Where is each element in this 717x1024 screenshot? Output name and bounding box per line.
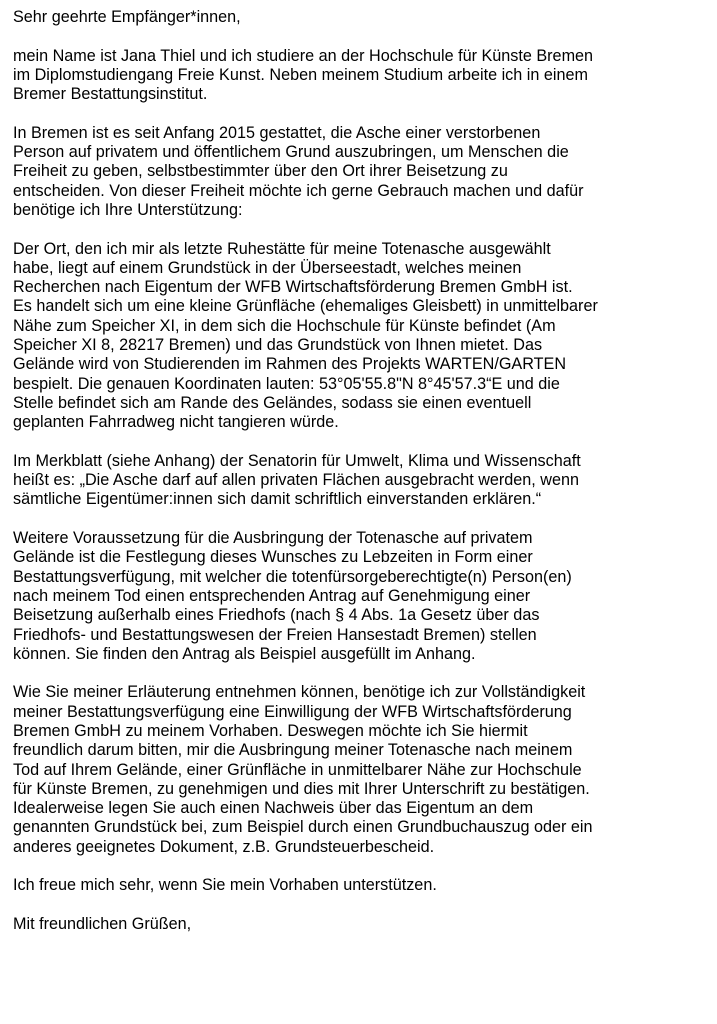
paragraph-thanks: Ich freue mich sehr, wenn Sie mein Vorhaben unterstützen. [13, 876, 437, 895]
closing: Mit freundlichen Grüßen, [13, 914, 192, 933]
paragraph-requirements: Weitere Voraussetzung für die Ausbringung der Totenasche auf privatem Gelände ist die Festlegung dieses Wunsches zu Lebzeiten in Form einer Bestattungsverfügung, mit welcher die totenfürsorgeberechtigte(n) Person(en) nach meinem Tod einen entsprechenden Antrag auf Genehmigung einer Beisetzung außerhalb eines Friedhofs (nach § 4 Abs. 1a Gesetz über das Friedhofs- und Bestattungswesen der Freien Hansestadt Bremen) stellen können. Sie finden den Antrag als Beispiel ausgefüllt im Anhang. [13, 529, 572, 663]
letter-body [13, 8, 713, 954]
paragraph-introduction: mein Name ist Jana Thiel und ich studiere an der Hochschule für Künste Bremen im Diplomstudiengang Freie Kunst. Neben meinem Studium arbeite ich in einem Bremer Bestattungsinstitut. [13, 46, 594, 104]
paragraph-legal-background: In Bremen ist es seit Anfang 2015 gestattet, die Asche einer verstorbenen Person auf privatem und öffentlichem Grund auszubringen, um Menschen die Freiheit zu geben, selbstbestimmter über den Ort ihrer Beisetzung zu entscheiden. Von dieser Freiheit möchte ich gerne Gebrauch machen und dafür benötige ich Ihre Unterstützung: [13, 123, 584, 219]
paragraph-location: Der Ort, den ich mir als letzte Ruhestätte für meine Totenasche ausgewählt habe, liegt auf einem Grundstück in der Überseestadt, welches meinen Recherchen nach Eigentum der WFB Wirtschaftsförderung Bremen GmbH ist. Es handelt sich um eine kleine Grünfläche (ehemaliges Gleisbett) in unmittelbarer Nähe zum Speicher XI, in dem sich die Hochschule für Künste befindet (Am Speicher XI 8, 28217 Bremen) und das Grundstück von Ihnen mietet. Das Gelände wird von Studierenden im Rahmen des Projekts WARTEN/GARTEN bespielt. Die genauen Koordinaten lauten: 53°05'55.8"N 8°45'57.3“E und die Stelle befindet sich am Rande des Geländes, sodass sie einen eventuell geplanten Fahrradweg nicht tangieren würde. [13, 239, 598, 432]
paragraph-merkblatt-quote: Im Merkblatt (siehe Anhang) der Senatorin für Umwelt, Klima und Wissenschaft heißt es: „Die Asche darf auf allen privaten Flächen ausgebracht werden, wenn sämtliche Eigentümer:innen sich damit schriftlich einverstanden erklären.“ [13, 451, 581, 509]
salutation: Sehr geehrte Empfänger*innen, [13, 8, 241, 26]
paragraph-request: Wie Sie meiner Erläuterung entnehmen können, benötige ich zur Vollständigkeit meiner Bestattungsverfügung eine Einwilligung der WFB Wirtschaftsförderung Bremen GmbH zu meinem Vorhaben. Deswegen möchte ich Sie hiermit freundlich darum bitten, mir die Ausbringung meiner Totenasche nach meinem Tod auf Ihrem Gelände, einer Grünfläche in unmittelbarer Nähe zur Hochschule für Künste Bremen, zu genehmigen und dies mit Ihrer Unterschrift zu bestätigen. Idealerweise legen Sie auch einen Nachweis über das Eigentum an dem genannten Grundstück bei, zum Beispiel durch einen Grundbuchauszug oder ein anderes geeignetes Dokument, z.B. Grundsteuerbescheid. [13, 683, 593, 856]
